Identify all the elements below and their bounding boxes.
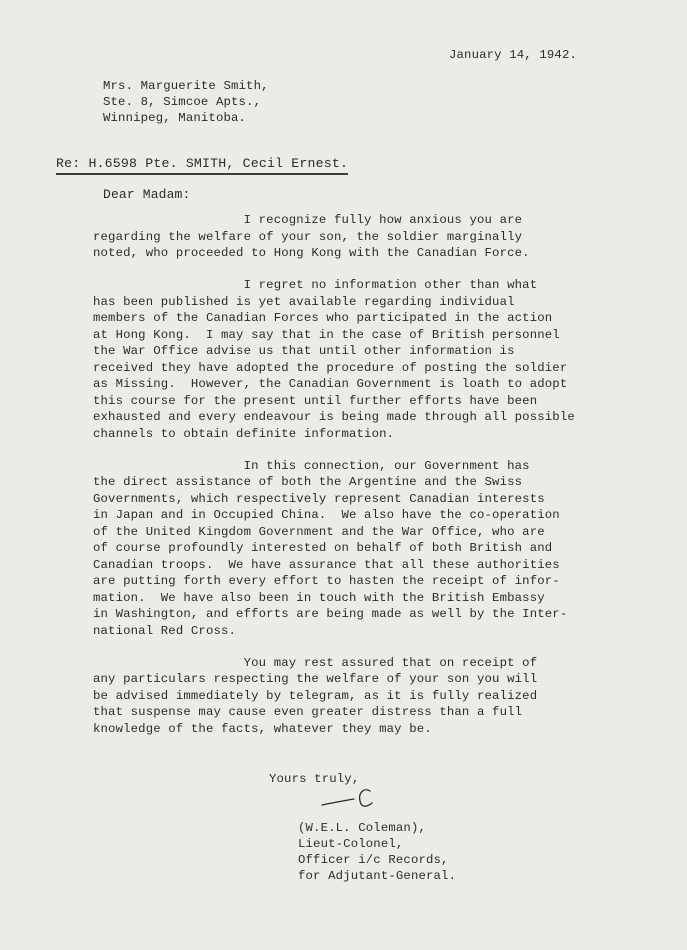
body-line: are putting forth every effort to hasten the receipt of infor- bbox=[93, 574, 560, 588]
signatory-office: for Adjutant-General. bbox=[298, 869, 457, 883]
body-line: at Hong Kong. I may say that in the case of British personnel bbox=[93, 328, 560, 342]
body-line: regarding the welfare of your son, the soldier marginally bbox=[93, 230, 523, 244]
body-line: this course for the present until further efforts have been bbox=[93, 394, 538, 408]
body-line: the War Office advise us that until other information is bbox=[93, 344, 515, 358]
body-line: of course profoundly interested on behalf of both British and bbox=[93, 541, 553, 555]
body-line: channels to obtain definite information. bbox=[93, 427, 395, 441]
body-line: in Washington, and efforts are being made as well by the Inter- bbox=[93, 607, 568, 621]
address-line: Winnipeg, Manitoba. bbox=[103, 111, 247, 125]
address-line: Ste. 8, Simcoe Apts., bbox=[103, 95, 262, 109]
body-line: Governments, which respectively represent Canadian interests bbox=[93, 492, 545, 506]
body-line: I regret no information other than what bbox=[93, 278, 538, 292]
body-line: Canadian troops. We have assurance that all these authorities bbox=[93, 558, 560, 572]
body-line: has been published is yet available regarding individual bbox=[93, 295, 515, 309]
body-line: I recognize fully how anxious you are bbox=[93, 213, 523, 227]
body-line: that suspense may cause even greater distress than a full bbox=[93, 705, 523, 719]
body-line: You may rest assured that on receipt of bbox=[93, 656, 538, 670]
body-line: any particulars respecting the welfare of your son you will bbox=[93, 672, 538, 686]
signatory-name: (W.E.L. Coleman), bbox=[298, 821, 426, 835]
handwritten-signature bbox=[320, 783, 380, 813]
body-line: members of the Canadian Forces who participated in the action bbox=[93, 311, 553, 325]
body-line: noted, who proceeded to Hong Kong with the Canadian Force. bbox=[93, 246, 530, 260]
body-line: the direct assistance of both the Argentine and the Swiss bbox=[93, 475, 523, 489]
body-line: be advised immediately by telegram, as it is fully realized bbox=[93, 689, 538, 703]
body-line: in Japan and in Occupied China. We also have the co-operation bbox=[93, 508, 560, 522]
body-line: received they have adopted the procedure of posting the soldier bbox=[93, 361, 568, 375]
body-line: mation. We have also been in touch with the British Embassy bbox=[93, 591, 545, 605]
subject-line: Re: H.6598 Pte. SMITH, Cecil Ernest. bbox=[56, 156, 348, 175]
body-line: of the United Kingdom Government and the War Office, who are bbox=[93, 525, 545, 539]
signatory-title: Officer i/c Records, bbox=[298, 853, 449, 867]
signatory-rank: Lieut-Colonel, bbox=[298, 837, 404, 851]
address-line: Mrs. Marguerite Smith, bbox=[103, 79, 269, 93]
body-line: exhausted and every endeavour is being made through all possible bbox=[93, 410, 575, 424]
body-line: In this connection, our Government has bbox=[93, 459, 530, 473]
letter-date: January 14, 1942. bbox=[449, 48, 577, 62]
salutation: Dear Madam: bbox=[103, 187, 191, 202]
body-line: as Missing. However, the Canadian Government is loath to adopt bbox=[93, 377, 568, 391]
body-line: knowledge of the facts, whatever they may be. bbox=[93, 722, 432, 736]
closing: Yours truly, bbox=[269, 772, 360, 786]
body-line: national Red Cross. bbox=[93, 624, 237, 638]
